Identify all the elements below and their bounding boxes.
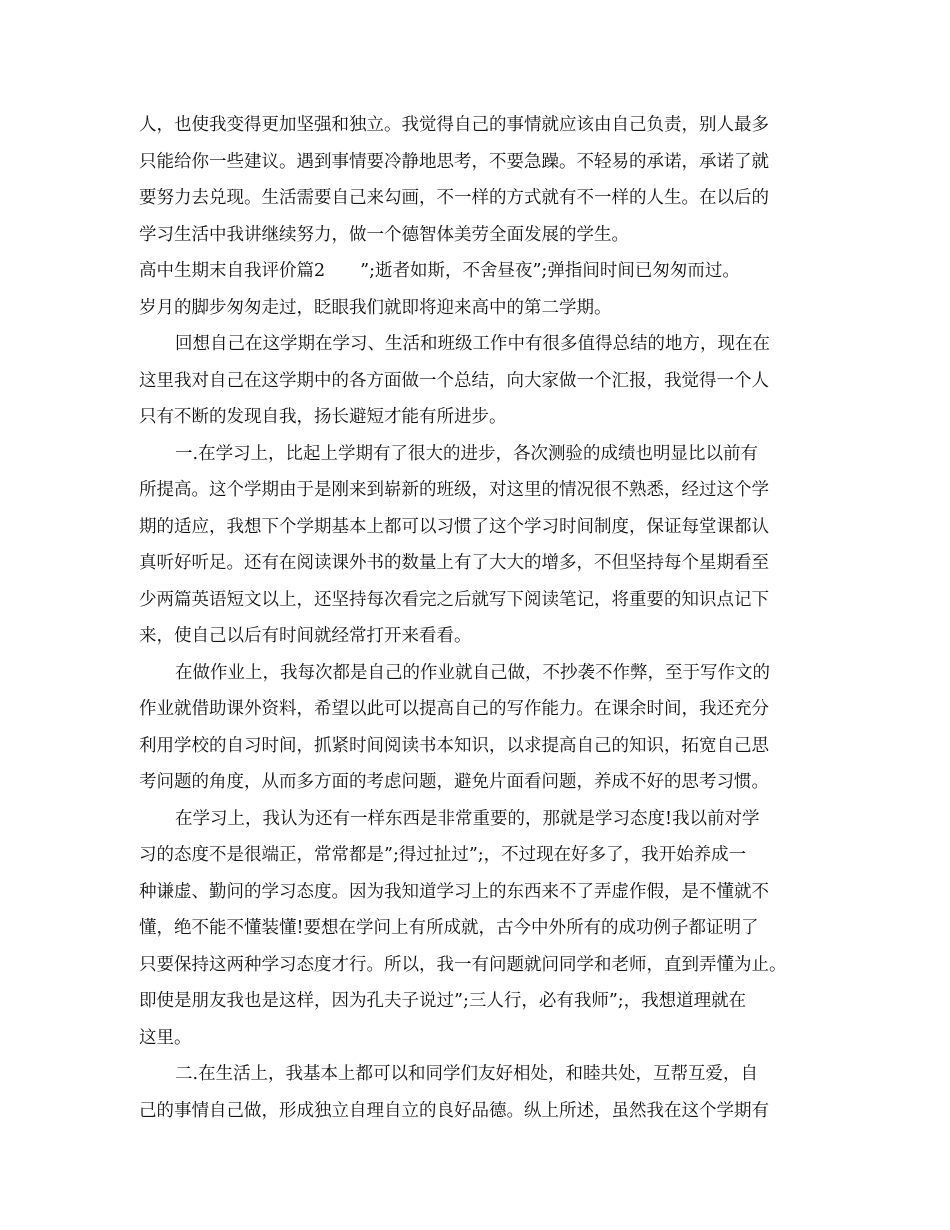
text-line: 这里我对自己在这学期中的各方面做一个总结，向大家做一个汇报，我觉得一个人 bbox=[139, 370, 769, 391]
paragraph-start-line: 在学习上，我认为还有一样东西是非常重要的，那就是学习态度!我以前对学 bbox=[175, 808, 760, 829]
paragraph-start-line: 在做作业上，我每次都是自己的作业就自己做，不抄袭不作弊，至于写作文的 bbox=[175, 662, 770, 683]
text-line: 懂，绝不能不懂装懂!要想在学问上有所成就，古今中外所有的成功例子都证明了 bbox=[139, 918, 759, 938]
text-line: 岁月的脚步匆匆走过，眨眼我们就即将迎来高中的第二学期。 bbox=[139, 297, 612, 318]
text-line: 习的态度不是很端正，常常都是”;得过扯过”;，不过现在好多了，我开始养成一 bbox=[139, 845, 747, 865]
text-line: 所提高。这个学期由于是刚来到崭新的班级，对这里的情况很不熟悉，经过这个学 bbox=[139, 480, 769, 500]
text-line: 利用学校的自习时间，抓紧时间阅读书本知识，以求提高自己的知识，拓宽自己思 bbox=[139, 735, 769, 756]
text-line: 少两篇英语短文以上，还坚持每次看完之后就写下阅读笔记，将重要的知识点记下 bbox=[139, 589, 769, 610]
text-line: 期的适应，我想下个学期基本上都可以习惯了这个学习时间制度，保证每堂课都认 bbox=[139, 516, 769, 537]
text-line: 作业就借助课外资料，希望以此可以提高自己的写作能力。在课余时间，我还充分 bbox=[139, 699, 769, 719]
section-heading-line: 高中生期末自我评价篇2 ”;逝者如斯，不舍昼夜”;弹指间时间已匆匆而过。 bbox=[139, 261, 740, 281]
text-line: 这里。 bbox=[139, 1027, 192, 1048]
text-line: 考问题的角度，从而多方面的考虑问题，避免片面看问题，养成不好的思考习惯。 bbox=[139, 772, 769, 792]
paragraph-start-line: 二.在生活上，我基本上都可以和同学们友好相处，和睦共处，互帮互爱，自 bbox=[175, 1064, 759, 1084]
text-line: 只有不断的发现自我，扬长避短才能有所进步。 bbox=[139, 407, 507, 427]
text-line: 种谦虚、勤问的学习态度。因为我知道学习上的东西来不了弄虚作假，是不懂就不 bbox=[139, 881, 769, 902]
text-line: 人，也使我变得更加坚强和独立。我觉得自己的事情就应该由自己负责，别人最多 bbox=[139, 115, 769, 135]
paragraph-start-line: 回想自己在这学期在学习、生活和班级工作中有很多值得总结的地方，现在在 bbox=[175, 334, 770, 354]
text-line: 己的事情自己做，形成独立自理自立的良好品德。纵上所述，虽然我在这个学期有 bbox=[139, 1100, 769, 1121]
text-line: 来，使自己以后有时间就经常打开来看看。 bbox=[139, 626, 472, 646]
text-line: 真听好听足。还有在阅读课外书的数量上有了大大的增多，不但坚持每个星期看至 bbox=[139, 553, 769, 573]
text-line: 只能给你一些建议。遇到事情要冷静地思考，不要急躁。不轻易的承诺，承诺了就 bbox=[139, 151, 769, 172]
paragraph-start-line: 一.在学习上，比起上学期有了很大的进步，各次测验的成绩也明显比以前有 bbox=[175, 443, 759, 464]
text-line: 即使是朋友我也是这样，因为孔夫子说过”;三人行，必有我师”;，我想道理就在 bbox=[139, 991, 747, 1011]
text-line: 学习生活中我讲继续努力，做一个德智体美劳全面发展的学生。 bbox=[139, 224, 629, 245]
document-body bbox=[139, 107, 819, 1129]
text-line: 要努力去兑现。生活需要自己来勾画，不一样的方式就有不一样的人生。在以后的 bbox=[139, 188, 769, 208]
text-line: 只要保持这两种学习态度才行。所以，我一有问题就问同学和老师，直到弄懂为止。 bbox=[139, 954, 787, 975]
